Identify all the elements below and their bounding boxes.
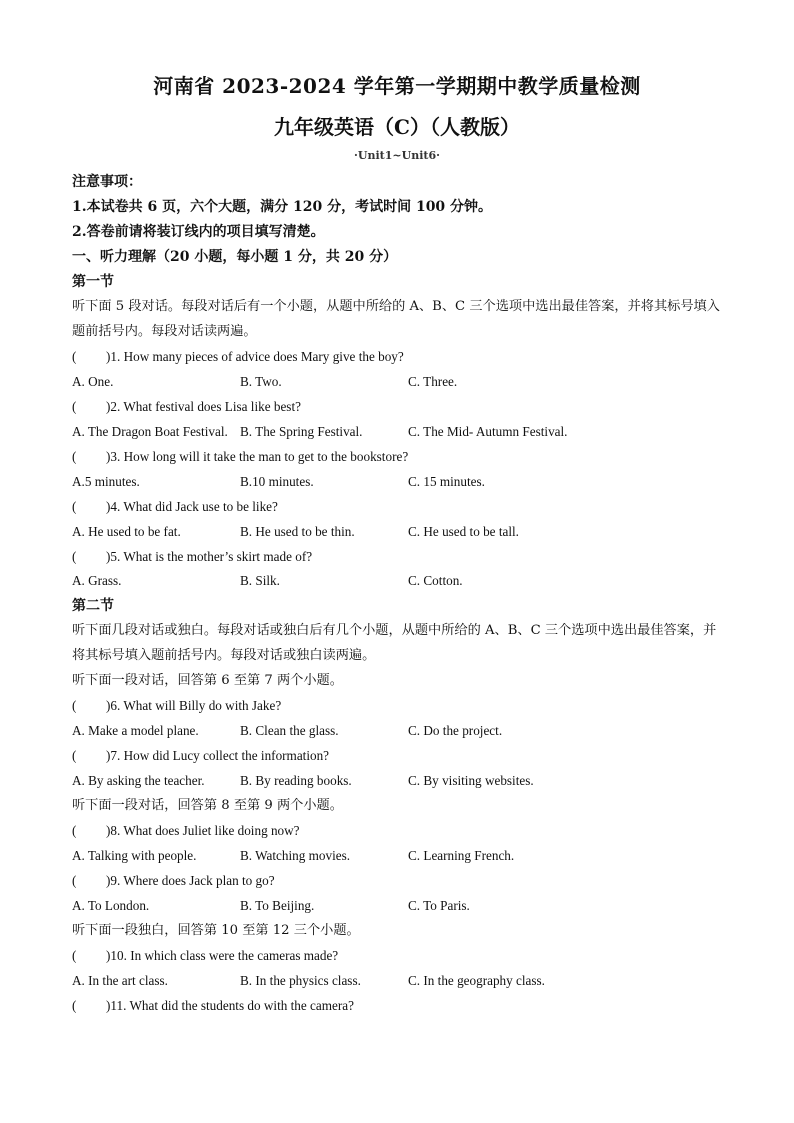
question-10: ( )10. In which class were the cameras made? (72, 948, 339, 963)
answer-bracket[interactable]: ( (72, 399, 77, 414)
q8-option-b: B. Watching movies. (240, 848, 351, 863)
q6-option-b: B. Clean the glass. (240, 723, 339, 738)
part2-instructions: 听下面几段对话或独白。每段对话或独白后有几个小题，从题中所给的 A、B、C 三个选项中选出最佳答案，并将其标号填入题前括号内。每段对话或独白读两遍。 (72, 623, 717, 663)
question-1: ( )1. How many pieces of advice does Mary give the boy? (72, 349, 404, 364)
q4-option-a: A. He used to be fat. (72, 524, 181, 539)
q8-option-a: A. Talking with people. (72, 848, 197, 863)
answer-bracket[interactable]: ( (72, 998, 77, 1013)
q10-option-c: C. In the geography class. (408, 973, 545, 988)
answer-bracket[interactable]: ( (72, 698, 77, 713)
answer-bracket[interactable]: ( (72, 449, 77, 464)
q2-option-c: C. The Mid- Autumn Festival. (408, 424, 568, 439)
q2-option-a: A. The Dragon Boat Festival. (72, 424, 228, 439)
q4-option-c: C. He used to be tall. (408, 524, 519, 539)
q6-option-a: A. Make a model plane. (72, 723, 199, 738)
question-11: ( )11. What did the students do with the camera? (72, 998, 354, 1013)
q7-option-a: A. By asking the teacher. (72, 773, 205, 788)
q8-option-c: C. Learning French. (408, 848, 515, 863)
answer-bracket[interactable]: ( (72, 549, 77, 564)
section1-heading: 一、听力理解（20 小题，每小题 1 分，共 20 分） (72, 249, 398, 265)
part1-label: 第一节 (72, 274, 114, 290)
q2-option-b: B. The Spring Festival. (240, 424, 363, 439)
exam-subtitle: 九年级英语（C）（人教版） (274, 115, 520, 139)
answer-bracket[interactable]: ( (72, 873, 77, 888)
answer-bracket[interactable]: ( (72, 349, 77, 364)
group-instruction-2: 听下面一段对话，回答第 8 至第 9 两个小题。 (72, 798, 343, 813)
question-7: ( )7. How did Lucy collect the information? (72, 748, 330, 763)
notes-item-2: 2.答卷前请将装订线内的项目填写清楚。 (72, 224, 325, 240)
question-5: ( )5. What is the mother’s skirt made of? (72, 549, 313, 564)
q3-option-a: A.5 minutes. (72, 474, 140, 489)
question-9: ( )9. Where does Jack plan to go? (72, 873, 275, 888)
q9-option-a: A. To London. (72, 898, 150, 913)
notes-item-1: 1.本试卷共 6 页，六个大题，满分 120 分，考试时间 100 分钟。 (72, 199, 493, 215)
q3-option-b: B.10 minutes. (240, 474, 314, 489)
notes-heading: 注意事项： (72, 174, 142, 190)
part1-instructions: 听下面 5 段对话。每段对话后有一个小题，从题中所给的 A、B、C 三个选项中选出最佳答案，并将其标号填入题前括号内。每段对话读两遍。 (72, 299, 720, 339)
question-2: ( )2. What festival does Lisa like best? (72, 399, 301, 414)
question-3: ( )3. How long will it take the man to get to the bookstore? (72, 449, 409, 464)
q9-option-c: C. To Paris. (408, 898, 470, 913)
q5-option-b: B. Silk. (240, 573, 280, 588)
group-instruction-3: 听下面一段独白，回答第 10 至第 12 三个小题。 (72, 923, 360, 938)
exam-title: 河南省 2023-2024 学年第一学期期中教学质量检测 (153, 74, 641, 98)
answer-bracket[interactable]: ( (72, 499, 77, 514)
q1-option-c: C. Three. (408, 374, 458, 389)
answer-bracket[interactable]: ( (72, 948, 77, 963)
part2-label: 第二节 (72, 598, 114, 614)
q5-option-a: A. Grass. (72, 573, 122, 588)
q1-option-b: B. Two. (240, 374, 282, 389)
q7-option-c: C. By visiting websites. (408, 773, 534, 788)
q1-option-a: A. One. (72, 374, 114, 389)
q3-option-c: C. 15 minutes. (408, 474, 485, 489)
q5-option-c: C. Cotton. (408, 573, 463, 588)
group-instruction-1: 听下面一段对话，回答第 6 至第 7 两个小题。 (72, 673, 343, 688)
answer-bracket[interactable]: ( (72, 823, 77, 838)
unit-scope: ·Unit1~Unit6· (354, 149, 440, 162)
question-4: ( )4. What did Jack use to be like? (72, 499, 278, 514)
question-6: ( )6. What will Billy do with Jake? (72, 698, 282, 713)
q6-option-c: C. Do the project. (408, 723, 503, 738)
answer-bracket[interactable]: ( (72, 748, 77, 763)
question-8: ( )8. What does Juliet like doing now? (72, 823, 300, 838)
q4-option-b: B. He used to be thin. (240, 524, 355, 539)
q7-option-b: B. By reading books. (240, 773, 352, 788)
q10-option-b: B. In the physics class. (240, 973, 361, 988)
q10-option-a: A. In the art class. (72, 973, 168, 988)
q9-option-b: B. To Beijing. (240, 898, 315, 913)
